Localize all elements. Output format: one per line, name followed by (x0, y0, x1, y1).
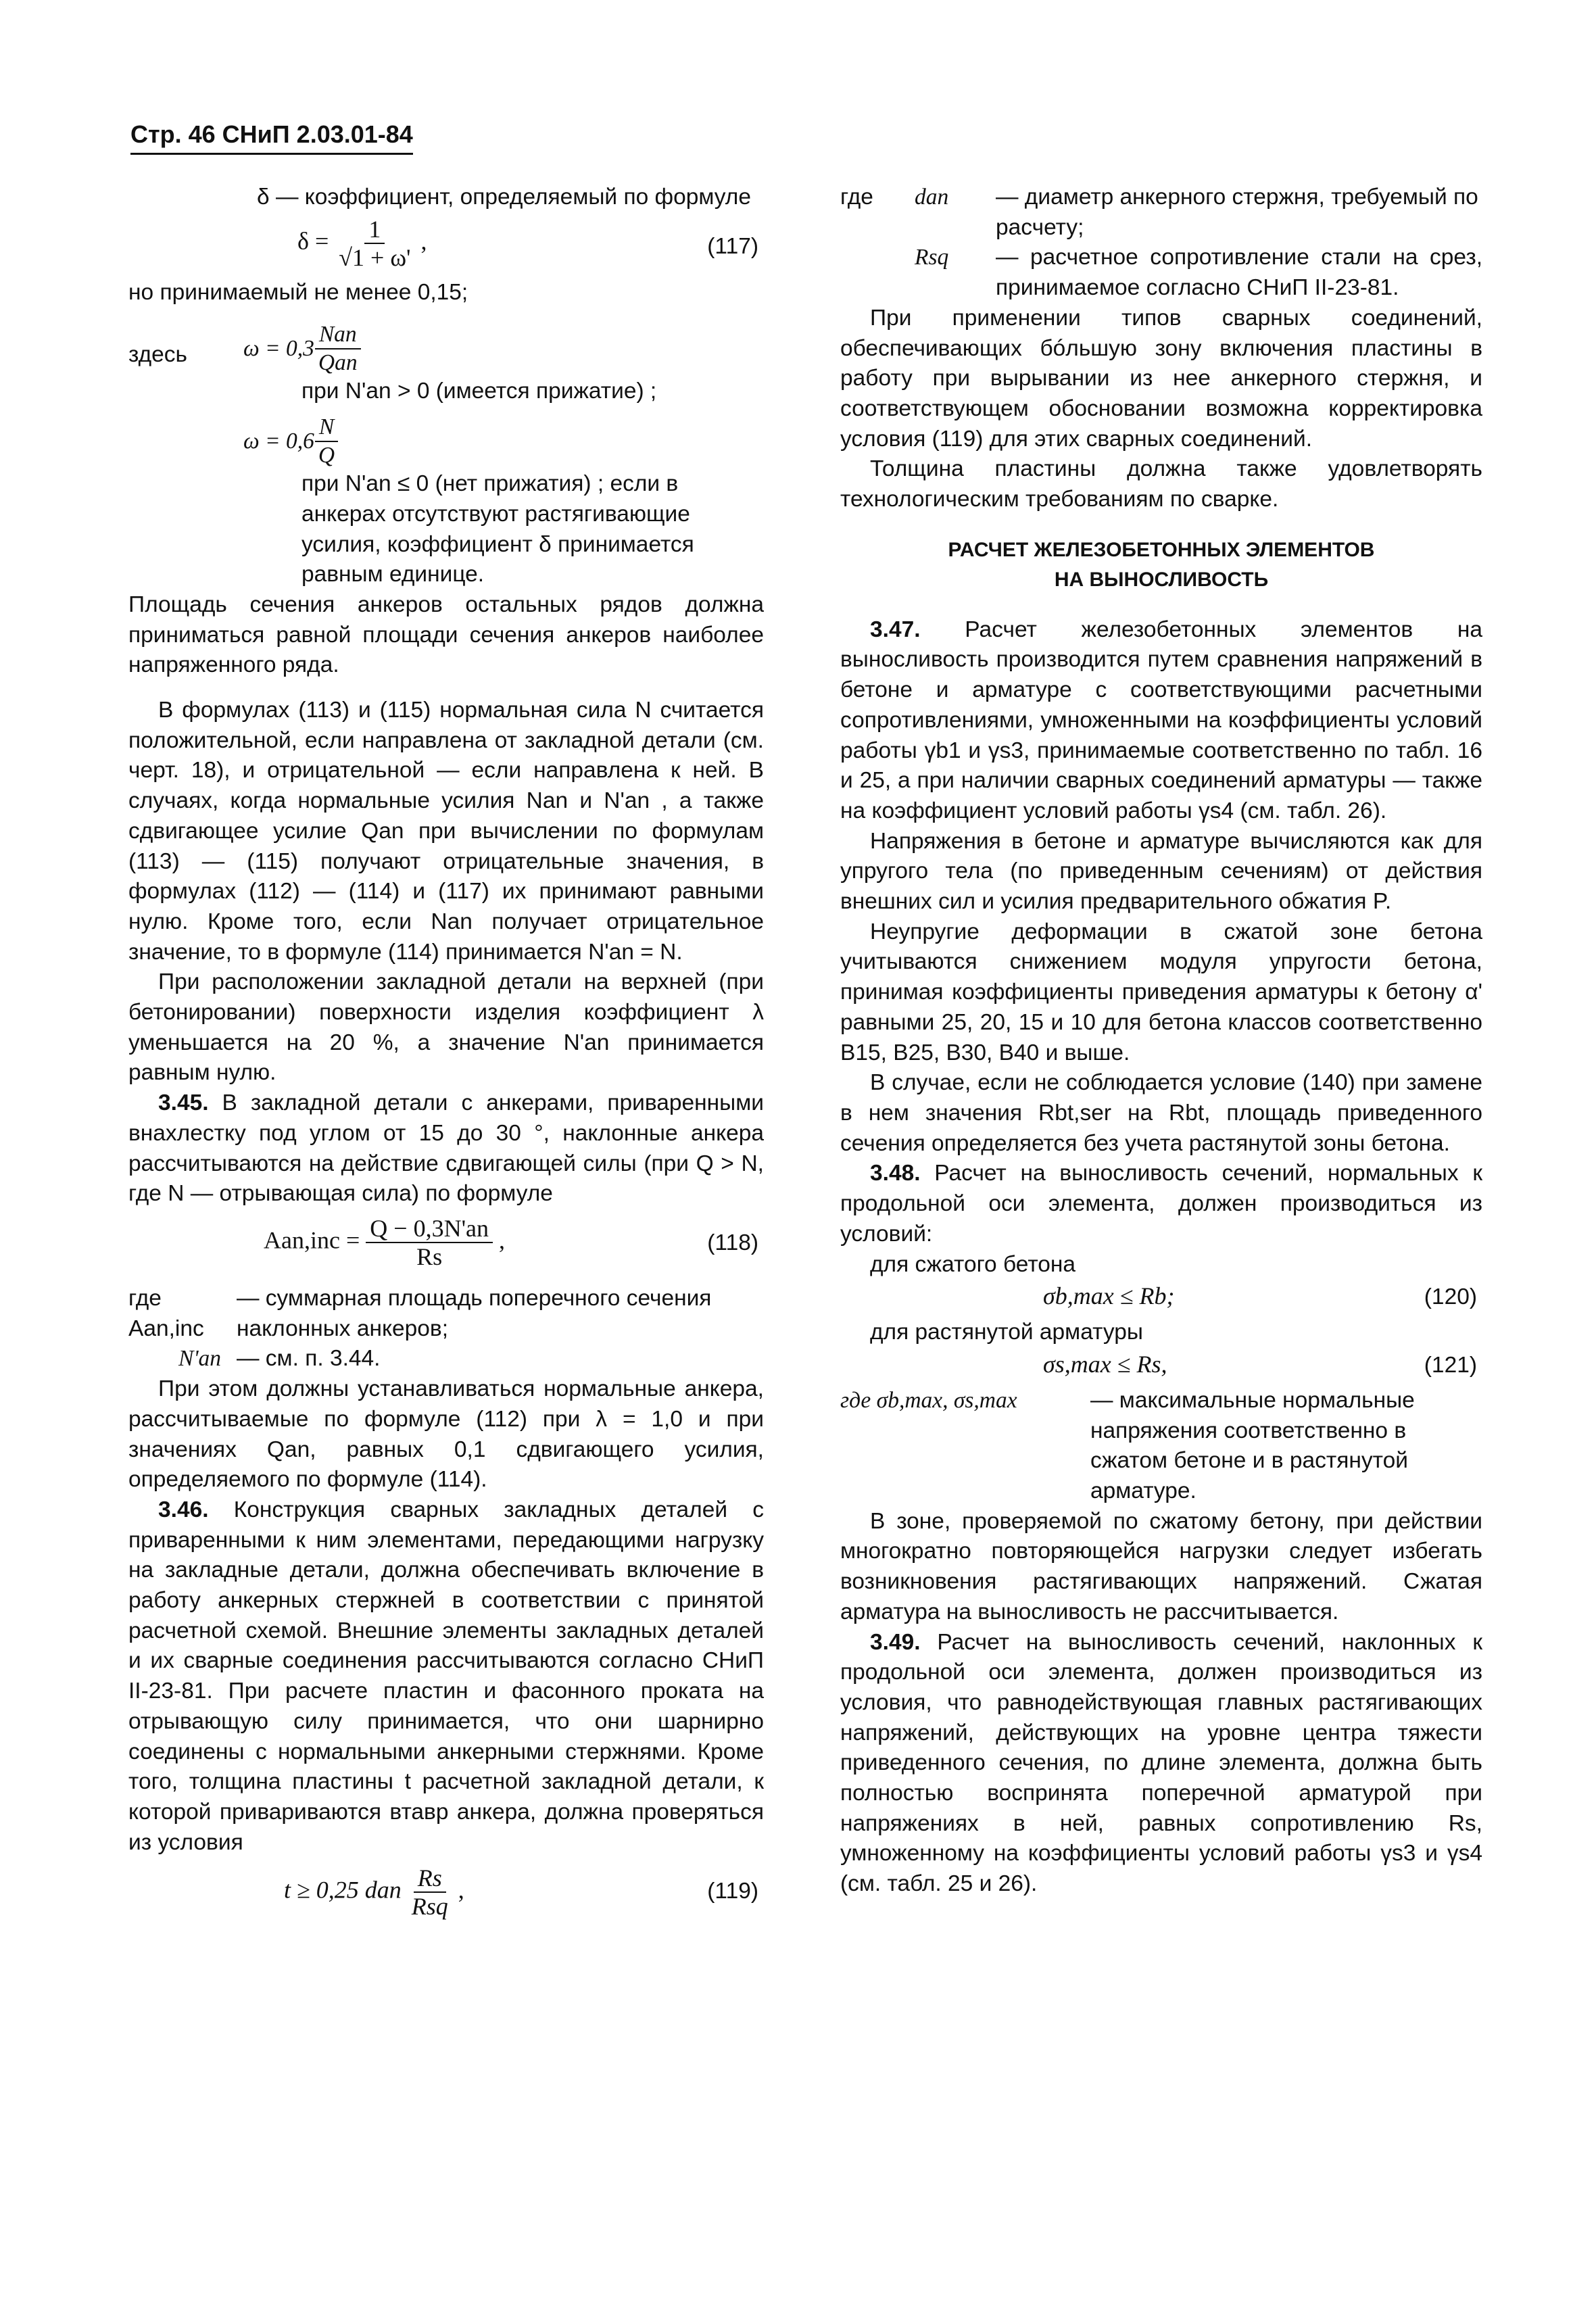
paragraph: В случае, если не соблюдается условие (140) при замене в нем значения Rbt,ser на Rbt, площадь приведенного сечения определяется без учета растянутой зоны бетона. (840, 1070, 1482, 1156)
formula-body: σs,max ≤ Rs, (1043, 1350, 1167, 1378)
formula-numerator: Rs (414, 1864, 446, 1893)
omega2-den: Q (318, 443, 335, 468)
formula-denominator: √1 + ω' (339, 243, 411, 271)
paragraph: При применении типов сварных соединений, обеспечивающих бóльшую зону включения пластины в работу при вырывании из нее анкерного стержня, и соответствующем обосновании возможна корректировка условия (119) для этих сварных соединений. (840, 305, 1482, 452)
where-symbol: Rsq (915, 245, 949, 270)
formula-denominator: Rs (416, 1243, 443, 1270)
formula-number: (117) (707, 233, 758, 259)
where-item (840, 183, 1482, 243)
paragraph (840, 1628, 1482, 1900)
omega-definitions (128, 321, 764, 590)
formula-117: δ = $\frac{1}{√1 + \omega'}$ , (117) (297, 215, 758, 271)
section-heading: НА ВЫНОСЛИВОСТЬ (1054, 568, 1269, 591)
where-text: — расчетное сопротивление стали на срез, принимаемое согласно СНиП II-23-81. (996, 245, 1482, 301)
where-symbol: N'an (178, 1346, 222, 1372)
where-label: где (840, 185, 873, 210)
formula-121 (840, 1348, 1482, 1386)
paragraph (128, 1088, 764, 1209)
paragraph (840, 615, 1482, 827)
clause-text: Расчет на выносливость сечений, наклонных к продольной оси элемента, должен производиться из условия, что равнодействующая главных растягивающих напряжений, действующих на уровне центра тяжести приведенного сечения, по длине элемента, должна быть полностью воспринята поперечной арматурой при напряжениях в ней, равных сопротивлению Rs, умноженному на коэффициенты условий работы γs3 и γs4 (см. табл. 25 и 26). (840, 1629, 1483, 1897)
formula-denominator: Rsq (411, 1893, 448, 1921)
formula-number: (121) (1424, 1352, 1477, 1378)
section-heading: РАСЧЕТ ЖЕЛЕЗОБЕТОННЫХ ЭЛЕМЕНТОВ (948, 538, 1375, 561)
clause-number: 3.45. (158, 1090, 209, 1116)
clause-text: Конструкция сварных закладных деталей с приваренными к ним элементами, передающими нагрузку на закладные детали, должна обеспечивать включение в работу анкерных стержней в соответствии с принятой расчетной схемой. Внешние элементы закладных деталей и их сварные соединения рассчитываются согласно СНиП II-23-81. При расчете пластин и фасонного проката на отрывающую силу принимается, что они шарнирно соединены с нормальными анкерными стержнями. Кроме того, толщина пластины t расчетной закладной детали, к которой привариваются втавр анкера, должна проверяться из условия (128, 1497, 764, 1855)
where-text: — диаметр анкерного стержня, требуемый по расчету; (996, 185, 1478, 240)
clause-text: Расчет железобетонных элементов на выносливость производится путем сравнения напряжений в бетоне и арматуре с соответствующими расчетными сопротивлениями, умноженными на коэффициенты условий работы γb1 и γs3, принимаемые соответственно по табл. 16 и 25, а при наличии сварных соединений арматуры — также на коэффициент условий работы γs4 (см. табл. 26). (840, 617, 1482, 823)
omega2-lhs: ω = 0,6 (243, 428, 314, 454)
where-symbol: dan (915, 185, 949, 210)
formula-lhs: t ≥ 0,25 dan (284, 1876, 402, 1904)
where-text: — см. п. 3.44. (237, 1346, 381, 1372)
where-symbol: где Aan,inc (128, 1285, 204, 1341)
formula-lhs: Aan,inc = (264, 1226, 360, 1254)
formula-119: t ≥ 0,25 dan $\frac{Rs}{\text{Rsq}}$ , (119) (284, 1864, 758, 1921)
formula-120 (840, 1280, 1482, 1318)
omega2-tail: при N'an ≤ 0 (нет прижатия) ; если в анкерах отсутствуют растягивающие усилия, коэффициент δ принимается равным единице. (301, 471, 694, 587)
where-item (840, 243, 1482, 303)
page-header: Стр. 46 СНиП 2.03.01-84 (130, 120, 413, 155)
clause-number: 3.48. (870, 1161, 921, 1186)
where-item (840, 1386, 1482, 1507)
paragraph: В зоне, проверяемой по сжатому бетону, при действии многократно повторяющейся нагрузки следует избегать возникновения растягивающих напряжений. Сжатая арматура на выносливость не рассчитывается. (840, 1508, 1482, 1624)
formula-body: σb,max ≤ Rb; (1043, 1282, 1175, 1310)
paragraph: Неупругие деформации в сжатой зоне бетона учитываются снижением модуля упругости бетона, принимая коэффициенты приведения арматуры к бетону α' равными 25, 20, 15 и 10 для бетона классов соответственно B15, B25, B30, B40 и выше. (840, 919, 1482, 1065)
paragraph (128, 1495, 764, 1858)
paragraph: При расположении закладной детали на верхней (при бетонировании) поверхности изделия коэффициент λ уменьшается на 20 %, а значение N'an принимается равным нулю. (128, 969, 764, 1086)
paragraph: Толщина пластины должна также удовлетворять технологическим требованиям по сварке. (840, 456, 1482, 512)
condition-label: для сжатого бетона (870, 1251, 1076, 1277)
formula-lhs: δ = (297, 226, 329, 254)
where-item (128, 1284, 764, 1344)
where-text: — максимальные нормальные напряжения соответственно в сжатом бетоне и в растянутой арматуре. (1090, 1387, 1415, 1504)
clause-number: 3.49. (870, 1629, 921, 1655)
omega2-num: N (315, 414, 338, 442)
paragraph: но принимаемый не менее 0,15; (128, 279, 468, 305)
where-symbol: где σb,max, σs,max (840, 1387, 1017, 1413)
right-column (840, 183, 1482, 1900)
zdes-label: здесь (128, 342, 188, 368)
paragraph: В формулах (113) и (115) нормальная сила N считается положительной, если направлена от закладной детали (см. черт. 18), и отрицательной — если направлена к ней. В случаях, когда нормальные усилия Nan и N'an , а также сдвигающее усилие Qan при вычислении по формулам (113) — (115) получают отрицательные значения, в формулах (112) — (114) и (117) их принимают равными нулю. Кроме того, если Nan получает отрицательное значение, то в формуле (114) принимается N'an = N. (128, 698, 764, 965)
paragraph: При этом должны устанавливаться нормальные анкера, рассчитываемые по формуле (112) при λ = 1,0 и при значениях Qan, равных 0,1 сдвигающего усилия, определяемого по формуле (114). (128, 1376, 764, 1493)
clause-text: В закладной детали с анкерами, приваренными внахлестку под углом от 15 до 30 °, наклонные анкера рассчитываются на действие сдвигающей силы (при Q > N, где N — отрывающая сила) по формуле (128, 1090, 764, 1207)
condition-label: для растянутой арматуры (870, 1320, 1143, 1345)
clause-number: 3.46. (158, 1497, 209, 1522)
paragraph (840, 1159, 1482, 1249)
formula-numerator: 1 (364, 216, 385, 244)
where-item (128, 1344, 764, 1374)
omega1-num: Nan (315, 321, 361, 349)
omega1-den: Qan (318, 350, 358, 376)
clause-text: Расчет на выносливость сечений, нормальных к продольной оси элемента, должен производиться из условий: (840, 1161, 1482, 1247)
paragraph: δ — коэффициент, определяемый по формуле (257, 185, 751, 210)
omega1-lhs: ω = 0,3 (243, 336, 314, 362)
formula-number: (120) (1424, 1284, 1477, 1310)
clause-number: 3.47. (870, 617, 921, 642)
left-column (128, 183, 764, 1932)
formula-118: Aan,inc = $\frac{Q - 0,3N'an}{Rs}$ , (118) (264, 1214, 758, 1270)
paragraph: Площадь сечения анкеров остальных рядов должна приниматься равной площади сечения анкеров наиболее напряженного ряда. (128, 592, 764, 678)
formula-number: (118) (707, 1230, 758, 1255)
formula-numerator: Q − 0,3N'an (366, 1215, 493, 1243)
paragraph: Напряжения в бетоне и арматуре вычисляются как для упругого тела (по приведенным сечениям) от действия внешних сил и усилия предварительного обжатия P. (840, 828, 1482, 915)
where-text: — суммарная площадь поперечного сечения наклонных анкеров; (237, 1285, 712, 1341)
formula-number: (119) (707, 1879, 758, 1904)
omega1-tail: при N'an > 0 (имеется прижатие) ; (301, 379, 657, 404)
